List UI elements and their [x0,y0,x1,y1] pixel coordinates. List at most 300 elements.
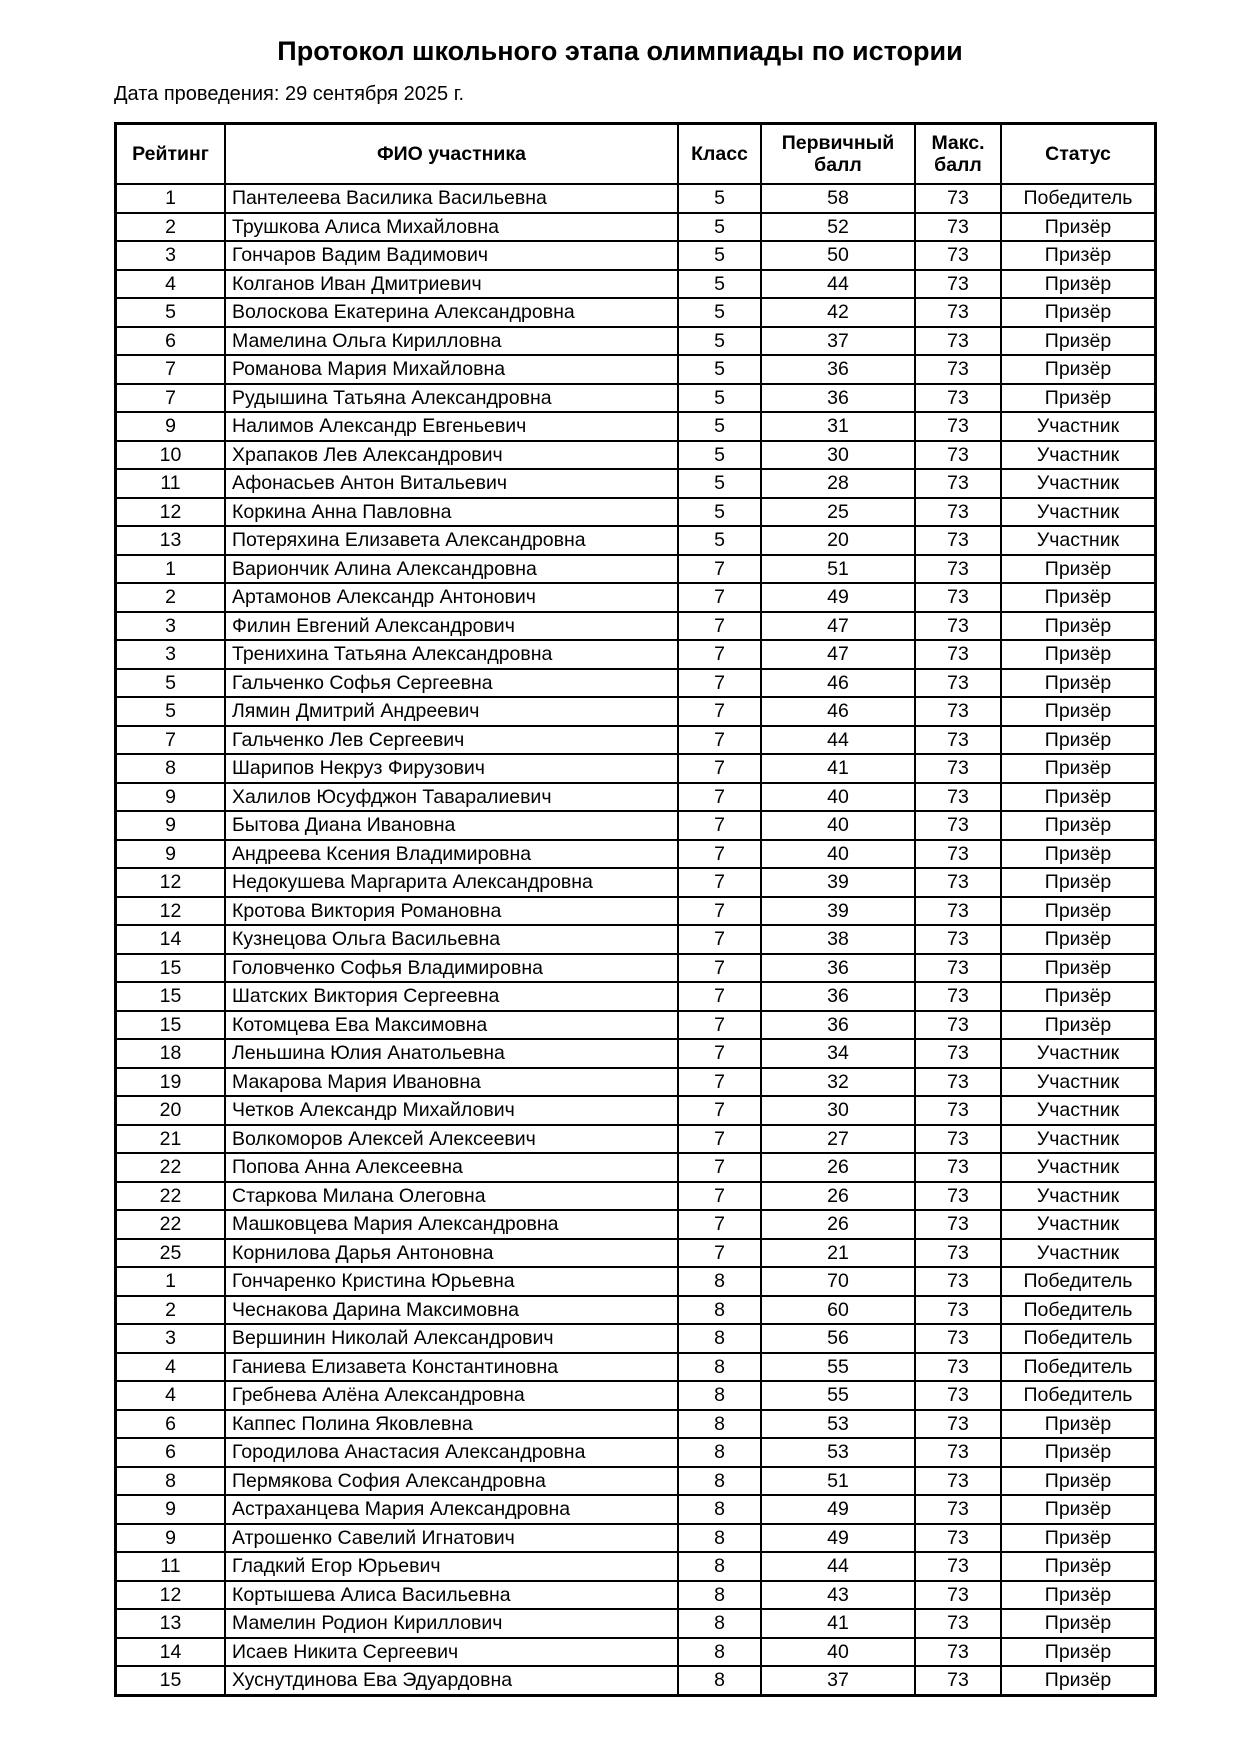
table-row [116,1438,1156,1467]
cell-rating: 4 [116,270,226,299]
cell-score: 36 [761,384,915,413]
cell-rating: 14 [116,925,226,954]
cell-max: 73 [915,298,1001,327]
cell-grade: 5 [678,441,761,470]
cell-max: 73 [915,583,1001,612]
cell-name: Лямин Дмитрий Андреевич [225,697,678,726]
cell-status: Победитель [1001,1267,1156,1296]
cell-status: Участник [1001,498,1156,527]
cell-max: 73 [915,270,1001,299]
table-row [116,1296,1156,1325]
cell-max: 73 [915,1353,1001,1382]
cell-grade: 7 [678,868,761,897]
cell-grade: 8 [678,1438,761,1467]
table-row [116,1239,1156,1268]
cell-rating: 3 [116,241,226,270]
table-row [116,1410,1156,1439]
cell-name: Старкова Милана Олеговна [225,1182,678,1211]
cell-name: Филин Евгений Александрович [225,612,678,641]
cell-grade: 7 [678,669,761,698]
cell-score: 34 [761,1039,915,1068]
cell-grade: 8 [678,1638,761,1667]
cell-max: 73 [915,526,1001,555]
table-row [116,697,1156,726]
cell-name: Храпаков Лев Александрович [225,441,678,470]
cell-grade: 5 [678,469,761,498]
cell-max: 73 [915,1096,1001,1125]
cell-score: 26 [761,1210,915,1239]
cell-grade: 5 [678,498,761,527]
cell-grade: 7 [678,811,761,840]
cell-rating: 19 [116,1068,226,1097]
cell-score: 51 [761,1467,915,1496]
cell-score: 51 [761,555,915,584]
cell-rating: 11 [116,469,226,498]
cell-rating: 9 [116,783,226,812]
cell-grade: 7 [678,1068,761,1097]
cell-status: Призёр [1001,1552,1156,1581]
cell-max: 73 [915,1039,1001,1068]
cell-score: 70 [761,1267,915,1296]
cell-name: Гончаров Вадим Вадимович [225,241,678,270]
cell-grade: 5 [678,298,761,327]
table-row [116,1552,1156,1581]
table-row [116,441,1156,470]
cell-score: 52 [761,213,915,242]
table-row [116,1324,1156,1353]
cell-score: 40 [761,1638,915,1667]
cell-name: Волкоморов Алексей Алексеевич [225,1125,678,1154]
table-row [116,1381,1156,1410]
cell-status: Участник [1001,1096,1156,1125]
cell-grade: 7 [678,982,761,1011]
cell-status: Призёр [1001,612,1156,641]
cell-grade: 7 [678,583,761,612]
column-header-max: Макс. балл [915,124,1001,185]
cell-grade: 5 [678,384,761,413]
cell-max: 73 [915,1552,1001,1581]
cell-max: 73 [915,1011,1001,1040]
cell-status: Призёр [1001,1609,1156,1638]
cell-score: 40 [761,840,915,869]
cell-name: Бытова Диана Ивановна [225,811,678,840]
cell-grade: 8 [678,1467,761,1496]
cell-name: Потеряхина Елизавета Александровна [225,526,678,555]
cell-status: Призёр [1001,982,1156,1011]
cell-status: Участник [1001,1068,1156,1097]
cell-name: Волоскова Екатерина Александровна [225,298,678,327]
cell-name: Недокушева Маргарита Александровна [225,868,678,897]
cell-score: 56 [761,1324,915,1353]
cell-grade: 7 [678,783,761,812]
table-row [116,270,1156,299]
cell-name: Макарова Мария Ивановна [225,1068,678,1097]
cell-name: Кротова Виктория Романовна [225,897,678,926]
cell-status: Призёр [1001,270,1156,299]
table-row [116,1153,1156,1182]
cell-rating: 7 [116,355,226,384]
cell-rating: 15 [116,982,226,1011]
cell-rating: 12 [116,1581,226,1610]
cell-score: 36 [761,982,915,1011]
cell-score: 43 [761,1581,915,1610]
cell-rating: 5 [116,669,226,698]
cell-score: 28 [761,469,915,498]
cell-grade: 8 [678,1666,761,1695]
cell-status: Призёр [1001,1524,1156,1553]
cell-score: 46 [761,697,915,726]
cell-name: Артамонов Александр Антонович [225,583,678,612]
cell-max: 73 [915,441,1001,470]
cell-grade: 5 [678,241,761,270]
cell-score: 30 [761,1096,915,1125]
cell-max: 73 [915,1210,1001,1239]
table-row [116,384,1156,413]
cell-name: Хуснутдинова Ева Эдуардовна [225,1666,678,1695]
cell-grade: 7 [678,612,761,641]
cell-rating: 6 [116,327,226,356]
table-row [116,184,1156,213]
cell-grade: 7 [678,1182,761,1211]
cell-rating: 7 [116,384,226,413]
cell-name: Гладкий Егор Юрьевич [225,1552,678,1581]
cell-rating: 9 [116,412,226,441]
cell-name: Рудышина Татьяна Александровна [225,384,678,413]
cell-status: Победитель [1001,1296,1156,1325]
cell-score: 49 [761,583,915,612]
cell-grade: 7 [678,726,761,755]
cell-score: 37 [761,327,915,356]
cell-rating: 8 [116,1467,226,1496]
cell-status: Призёр [1001,783,1156,812]
cell-rating: 9 [116,1495,226,1524]
cell-status: Призёр [1001,868,1156,897]
cell-rating: 22 [116,1153,226,1182]
table-row [116,612,1156,641]
cell-max: 73 [915,241,1001,270]
cell-name: Леньшина Юлия Анатольевна [225,1039,678,1068]
cell-status: Призёр [1001,640,1156,669]
cell-score: 39 [761,897,915,926]
cell-rating: 1 [116,184,226,213]
cell-grade: 7 [678,1153,761,1182]
cell-name: Корнилова Дарья Антоновна [225,1239,678,1268]
table-row [116,1666,1156,1695]
cell-rating: 9 [116,1524,226,1553]
cell-name: Романова Мария Михайловна [225,355,678,384]
cell-name: Тренихина Татьяна Александровна [225,640,678,669]
table-row [116,783,1156,812]
cell-rating: 3 [116,1324,226,1353]
table-row [116,1495,1156,1524]
cell-score: 47 [761,640,915,669]
cell-max: 73 [915,1524,1001,1553]
cell-score: 36 [761,954,915,983]
cell-rating: 9 [116,840,226,869]
cell-score: 44 [761,1552,915,1581]
column-header-score: Первичный балл [761,124,915,185]
cell-max: 73 [915,469,1001,498]
cell-max: 73 [915,184,1001,213]
cell-name: Трушкова Алиса Михайловна [225,213,678,242]
table-row [116,1609,1156,1638]
cell-name: Машковцева Мария Александровна [225,1210,678,1239]
cell-max: 73 [915,355,1001,384]
cell-grade: 8 [678,1524,761,1553]
column-header-grade: Класс [678,124,761,185]
header-row [116,124,1156,185]
cell-grade: 7 [678,1011,761,1040]
cell-rating: 15 [116,1666,226,1695]
table-row [116,1353,1156,1382]
cell-status: Участник [1001,441,1156,470]
cell-name: Мамелин Родион Кириллович [225,1609,678,1638]
cell-max: 73 [915,1666,1001,1695]
cell-max: 73 [915,811,1001,840]
cell-score: 42 [761,298,915,327]
table-row [116,526,1156,555]
cell-rating: 15 [116,954,226,983]
cell-max: 73 [915,669,1001,698]
cell-score: 55 [761,1353,915,1382]
cell-max: 73 [915,1125,1001,1154]
cell-rating: 1 [116,555,226,584]
cell-grade: 5 [678,213,761,242]
cell-rating: 14 [116,1638,226,1667]
cell-rating: 2 [116,583,226,612]
cell-max: 73 [915,982,1001,1011]
cell-score: 27 [761,1125,915,1154]
cell-max: 73 [915,868,1001,897]
cell-status: Победитель [1001,1353,1156,1382]
cell-score: 31 [761,412,915,441]
cell-max: 73 [915,897,1001,926]
cell-name: Налимов Александр Евгеньевич [225,412,678,441]
cell-grade: 8 [678,1353,761,1382]
table-row [116,754,1156,783]
cell-rating: 12 [116,868,226,897]
cell-score: 47 [761,612,915,641]
cell-name: Афонасьев Антон Витальевич [225,469,678,498]
cell-max: 73 [915,925,1001,954]
table-row [116,1096,1156,1125]
cell-grade: 7 [678,640,761,669]
cell-max: 73 [915,1267,1001,1296]
cell-status: Призёр [1001,925,1156,954]
cell-name: Попова Анна Алексеевна [225,1153,678,1182]
cell-status: Призёр [1001,954,1156,983]
cell-name: Каппес Полина Яковлевна [225,1410,678,1439]
cell-score: 53 [761,1438,915,1467]
cell-name: Андреева Ксения Владимировна [225,840,678,869]
cell-grade: 8 [678,1495,761,1524]
cell-rating: 22 [116,1182,226,1211]
cell-status: Призёр [1001,384,1156,413]
cell-rating: 15 [116,1011,226,1040]
cell-status: Призёр [1001,1638,1156,1667]
cell-status: Призёр [1001,811,1156,840]
cell-max: 73 [915,412,1001,441]
cell-status: Призёр [1001,897,1156,926]
cell-status: Призёр [1001,1666,1156,1695]
cell-max: 73 [915,1467,1001,1496]
cell-score: 41 [761,754,915,783]
cell-score: 40 [761,783,915,812]
cell-status: Призёр [1001,241,1156,270]
cell-max: 73 [915,1609,1001,1638]
column-header-rating: Рейтинг [116,124,226,185]
cell-max: 73 [915,1638,1001,1667]
cell-rating: 3 [116,612,226,641]
cell-status: Участник [1001,526,1156,555]
cell-score: 37 [761,1666,915,1695]
table-row [116,213,1156,242]
cell-max: 73 [915,640,1001,669]
column-header-status: Статус [1001,124,1156,185]
cell-name: Вариончик Алина Александровна [225,555,678,584]
table-row [116,1467,1156,1496]
cell-max: 73 [915,1296,1001,1325]
cell-status: Участник [1001,1182,1156,1211]
cell-rating: 2 [116,213,226,242]
cell-score: 50 [761,241,915,270]
cell-name: Городилова Анастасия Александровна [225,1438,678,1467]
cell-score: 40 [761,811,915,840]
cell-grade: 7 [678,1210,761,1239]
cell-grade: 7 [678,1039,761,1068]
cell-max: 73 [915,954,1001,983]
cell-status: Победитель [1001,1324,1156,1353]
cell-rating: 13 [116,1609,226,1638]
cell-status: Призёр [1001,1410,1156,1439]
cell-max: 73 [915,1495,1001,1524]
cell-rating: 18 [116,1039,226,1068]
cell-rating: 6 [116,1410,226,1439]
cell-status: Призёр [1001,555,1156,584]
cell-rating: 12 [116,897,226,926]
cell-status: Призёр [1001,1438,1156,1467]
cell-max: 73 [915,612,1001,641]
cell-rating: 4 [116,1353,226,1382]
cell-name: Котомцева Ева Максимовна [225,1011,678,1040]
table-row [116,811,1156,840]
table-row [116,1581,1156,1610]
cell-score: 41 [761,1609,915,1638]
cell-max: 73 [915,1068,1001,1097]
cell-grade: 8 [678,1552,761,1581]
cell-name: Гребнева Алёна Александровна [225,1381,678,1410]
cell-max: 73 [915,1239,1001,1268]
cell-name: Головченко Софья Владимировна [225,954,678,983]
cell-status: Участник [1001,1239,1156,1268]
cell-status: Призёр [1001,1495,1156,1524]
cell-name: Исаев Никита Сергеевич [225,1638,678,1667]
cell-name: Гальченко Лев Сергеевич [225,726,678,755]
cell-score: 36 [761,355,915,384]
cell-status: Призёр [1001,754,1156,783]
table-row [116,298,1156,327]
cell-name: Шарипов Некруз Фирузович [225,754,678,783]
table-row [116,954,1156,983]
cell-name: Чеснакова Дарина Максимовна [225,1296,678,1325]
cell-name: Колганов Иван Дмитриевич [225,270,678,299]
cell-grade: 7 [678,1125,761,1154]
cell-name: Гальченко Софья Сергеевна [225,669,678,698]
cell-rating: 6 [116,1438,226,1467]
cell-max: 73 [915,1153,1001,1182]
cell-max: 73 [915,1581,1001,1610]
cell-rating: 13 [116,526,226,555]
cell-score: 26 [761,1182,915,1211]
results-table-head [116,124,1156,185]
cell-score: 32 [761,1068,915,1097]
cell-name: Халилов Юсуфджон Таваралиевич [225,783,678,812]
table-row [116,412,1156,441]
cell-rating: 2 [116,1296,226,1325]
cell-status: Участник [1001,412,1156,441]
cell-score: 53 [761,1410,915,1439]
cell-rating: 4 [116,1381,226,1410]
table-row [116,726,1156,755]
cell-grade: 8 [678,1381,761,1410]
cell-score: 46 [761,669,915,698]
cell-status: Призёр [1001,1011,1156,1040]
cell-rating: 1 [116,1267,226,1296]
cell-score: 21 [761,1239,915,1268]
cell-grade: 5 [678,327,761,356]
cell-status: Призёр [1001,1467,1156,1496]
cell-grade: 7 [678,555,761,584]
table-row [116,1524,1156,1553]
cell-max: 73 [915,327,1001,356]
table-row [116,583,1156,612]
cell-score: 44 [761,726,915,755]
results-table-body [116,184,1156,1695]
event-date: Дата проведения: 29 сентября 2025 г. [114,83,465,105]
cell-rating: 7 [116,726,226,755]
cell-score: 39 [761,868,915,897]
cell-name: Вершинин Николай Александрович [225,1324,678,1353]
table-row [116,555,1156,584]
cell-max: 73 [915,697,1001,726]
cell-max: 73 [915,840,1001,869]
cell-grade: 7 [678,840,761,869]
cell-score: 44 [761,270,915,299]
cell-status: Призёр [1001,726,1156,755]
table-row [116,1182,1156,1211]
table-row [116,241,1156,270]
cell-grade: 7 [678,754,761,783]
cell-grade: 5 [678,270,761,299]
cell-max: 73 [915,555,1001,584]
cell-max: 73 [915,384,1001,413]
table-row [116,669,1156,698]
cell-grade: 5 [678,184,761,213]
table-row [116,1039,1156,1068]
cell-status: Призёр [1001,298,1156,327]
cell-max: 73 [915,1381,1001,1410]
cell-name: Пантелеева Василика Васильевна [225,184,678,213]
cell-status: Участник [1001,469,1156,498]
cell-name: Коркина Анна Павловна [225,498,678,527]
cell-status: Участник [1001,1039,1156,1068]
table-row [116,982,1156,1011]
cell-status: Участник [1001,1153,1156,1182]
cell-status: Победитель [1001,1381,1156,1410]
results-table [114,122,1157,1697]
cell-grade: 8 [678,1410,761,1439]
page-title: Протокол школьного этапа олимпиады по истории [277,36,963,66]
